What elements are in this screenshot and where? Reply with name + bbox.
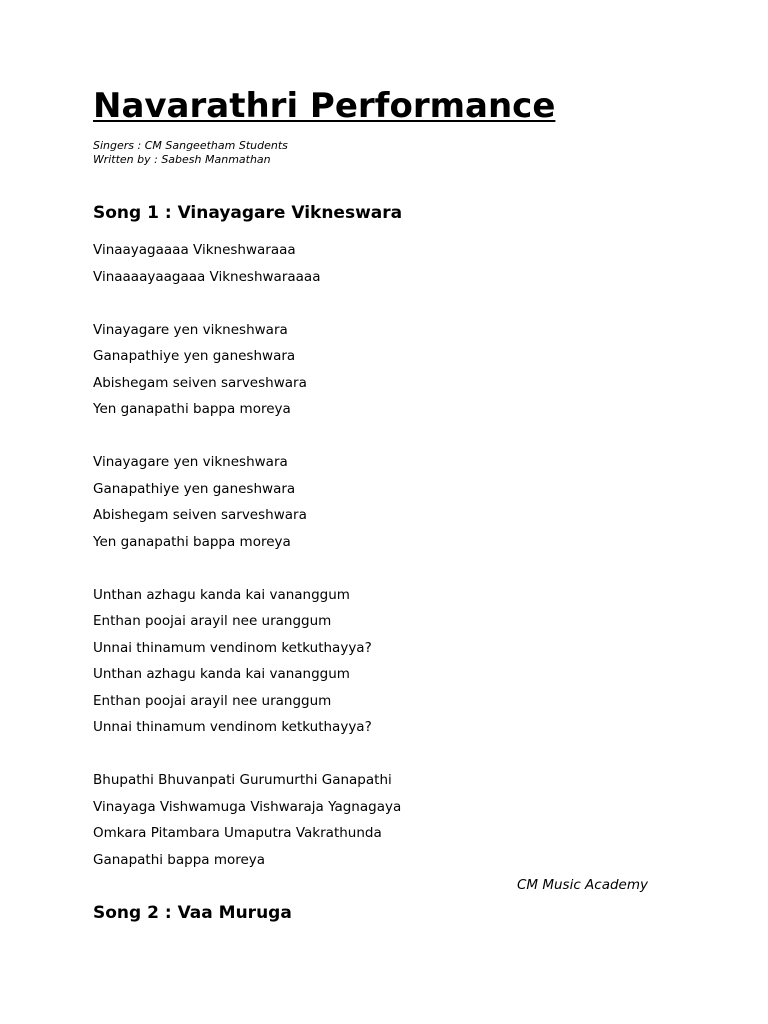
lyric-line: Vinayagare yen vikneshwara bbox=[93, 454, 288, 470]
lyric-line: Abishegam seiven sarveshwara bbox=[93, 374, 307, 391]
stanza-1 bbox=[93, 237, 401, 290]
lyric-line: Unthan azhagu kanda kai vananggum bbox=[93, 586, 350, 603]
stanza-5 bbox=[93, 767, 401, 873]
stanza-3 bbox=[93, 449, 401, 555]
lyric-line: Vinayaga Vishwamuga Vishwaraja Yagnagaya bbox=[93, 798, 402, 815]
lyric-line: Unnai thinamum vendinom ketkuthayya? bbox=[93, 639, 372, 656]
lyric-line: Vinaayagaaaa Vikneshwaraaa bbox=[93, 242, 296, 258]
lyric-line: Vinayagare yen vikneshwara bbox=[93, 321, 288, 338]
document-title: Navarathri Performance bbox=[93, 86, 556, 126]
stanza-4 bbox=[93, 582, 401, 741]
lyric-line: Omkara Pitambara Umaputra Vakrathunda bbox=[93, 825, 382, 841]
song-1-lyrics bbox=[93, 237, 401, 873]
song-1-heading: Song 1 : Vinayagare Vikneswara bbox=[93, 203, 403, 223]
lyric-line: Unnai thinamum vendinom ketkuthayya? bbox=[93, 719, 372, 735]
stanza-spacer bbox=[93, 741, 401, 768]
lyric-line: Yen ganapathi bappa moreya bbox=[93, 401, 291, 417]
lyric-line: Ganapathiye yen ganeshwara bbox=[93, 480, 296, 497]
lyric-line: Abishegam seiven sarveshwara bbox=[93, 507, 307, 523]
academy-signature: CM Music Academy bbox=[516, 877, 648, 893]
writer-credit: Written by : Sabesh Manmathan bbox=[93, 153, 271, 166]
lyric-line: Vinaaaayaagaaa Vikneshwaraaaa bbox=[93, 268, 321, 285]
lyric-line: Enthan poojai arayil nee uranggum bbox=[93, 692, 332, 709]
lyric-line: Ganapathiye yen ganeshwara bbox=[93, 348, 296, 364]
stanza-spacer bbox=[93, 423, 401, 450]
lyric-line: Enthan poojai arayil nee uranggum bbox=[93, 613, 332, 629]
lyric-line: Yen ganapathi bappa moreya bbox=[93, 533, 291, 550]
lyric-line: Bhupathi Bhuvanpati Gurumurthi Ganapathi bbox=[93, 772, 392, 788]
stanza-spacer bbox=[93, 290, 401, 317]
stanza-spacer bbox=[93, 555, 401, 582]
singers-credit: Singers : CM Sangeetham Students bbox=[93, 139, 288, 152]
song-2-heading: Song 2 : Vaa Muruga bbox=[93, 903, 292, 923]
lyric-line: Unthan azhagu kanda kai vananggum bbox=[93, 666, 350, 682]
stanza-2 bbox=[93, 317, 401, 423]
lyric-line: Ganapathi bappa moreya bbox=[93, 851, 266, 868]
